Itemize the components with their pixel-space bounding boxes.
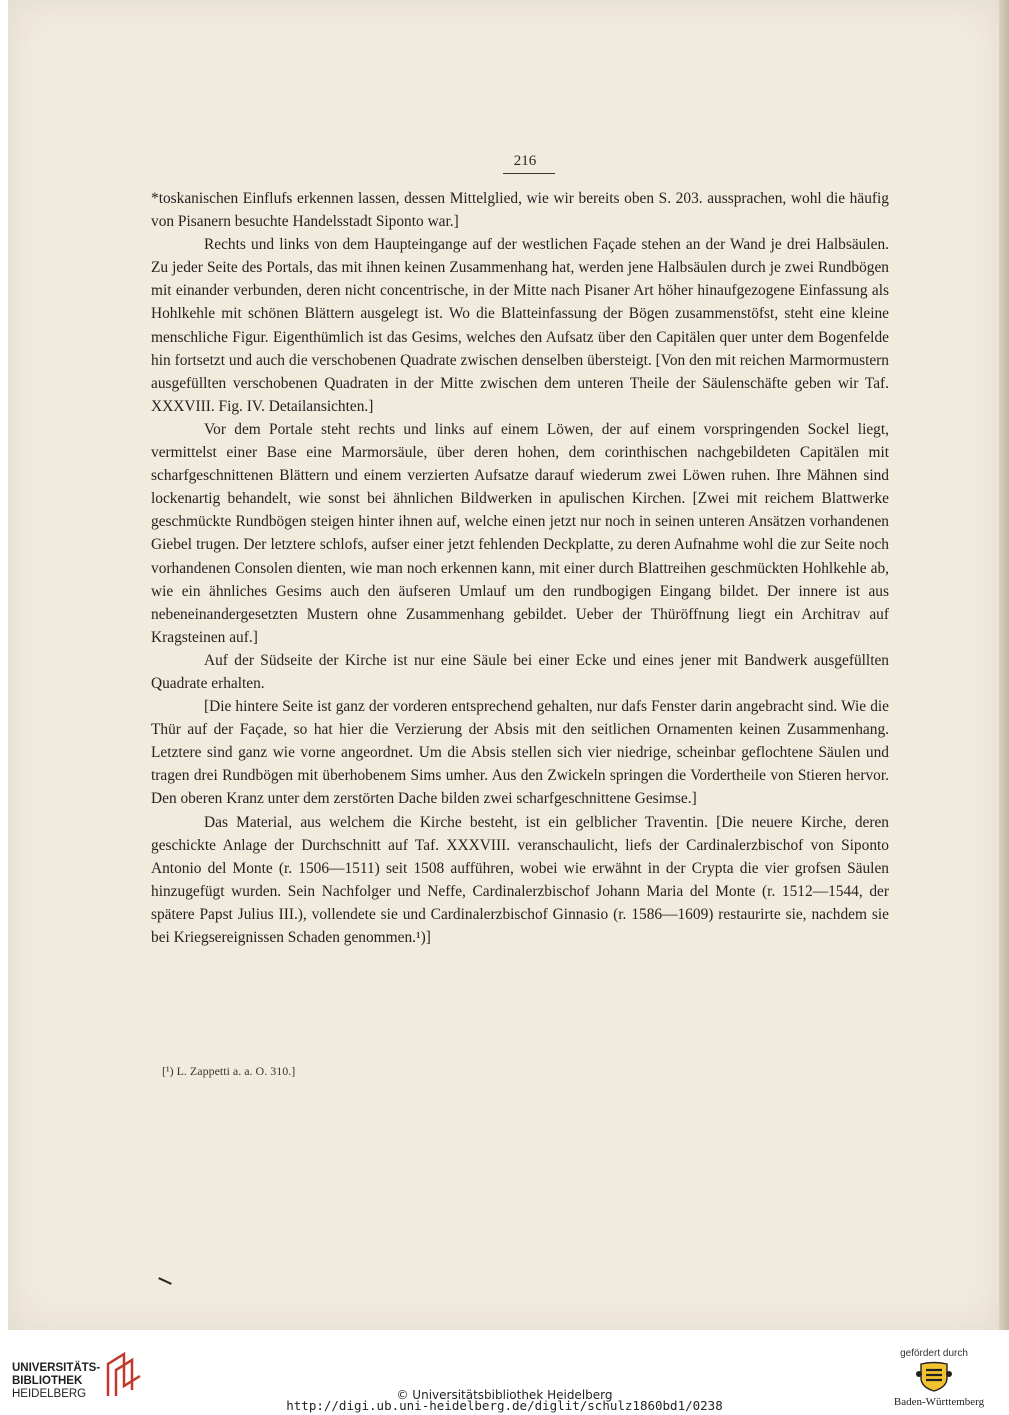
body-text — [151, 187, 889, 949]
paragraph: *toskanischen Einflufs erkennen lassen, dessen Mittelglied, wie wir bereits oben S. 203. aussprachen, wohl die häufig von Pisanern besuchte Handelsstadt Siponto war.] — [151, 190, 889, 231]
baden-wuerttemberg-crest-icon[interactable] — [916, 1360, 952, 1392]
paragraph: Das Material, aus welchem die Kirche besteht, ist ein gelblicher Traventin. [Die neuere Kirche, deren geschickte Anlage der Durchschnitt auf Taf. XXXVIII. veranschaulicht, liefs der Cardinalerzbischof von Siponto Antonio del Monte (r. 1506—1511) seit 1508 aufführen, wobei wie erwähnt in der Crypta die vier grofsen Säulen hinzugefügt wurden. Sein Nachfolger und Neffe, Cardinalerzbischof Johann Maria del Monte (r. 1512—1544, der spätere Papst Julius III.), vollendete sie und Cardinalerzbischof Ginnasio (r. 1586—1609) restaurirte sie, nachdem sie bei Kriegsereignissen Schaden genommen.¹)] — [151, 813, 889, 946]
paragraph: [Die hintere Seite ist ganz der vorderen entsprechend gehalten, nur dafs Fenster darin angebracht sind. Wie die Thür auf der Façade, so hat hier die Verzierung der Absis mit den seitlichen Ornamenten keinen Zusammenhang. Letztere sind ganz wie vorne angeordnet. Um die Absis stellen sich vier niedrige, scheinbar geflochtene Säulen und tragen drei Rundbögen mit überhobenem Sims umher. Aus den Zwickeln springen die Vordertheile von Stieren hervor. Den oberen Kranz unter dem zerstörten Dache bilden zwei scharfgeschnittene Gesimse.] — [151, 698, 889, 808]
library-name-line: UNIVERSITÄTS- — [12, 1362, 101, 1374]
page-number: 216 — [513, 153, 537, 169]
source-url-link[interactable]: http://digi.ub.uni-heidelberg.de/diglit/schulz1860bd1/0238 — [286, 1398, 723, 1413]
footnote: [¹) L. Zappetti a. a. O. 310.] — [162, 1064, 296, 1078]
paragraph: Auf der Südseite der Kirche ist nur eine Säule bei einer Ecke und eines jener mit Bandwerk ausgefüllten Quadrate erhalten. — [151, 651, 889, 692]
paragraph: Rechts und links von dem Haupteingange auf der westlichen Façade stehen an der Wand je drei Halbsäulen. Zu jeder Seite des Portals, das mit ihnen keinen Zusammenhang hat, werden jene Halbsäulen durch je zwei Rundbögen mit einander verbunden, deren nicht concentrische, in der Mitte nach Pisaner Art höher hinaufgezogene Einfassung als Hohlkehle mit schönen Blättern ausgelegt ist. Wo die Blatteinfassung der Bögen zusammenstöfst, steht eine kleine menschliche Figur. Eigenthümlich ist das Gesims, welches den Aufsatz über den Capitälen quer unter dem Bogenfelde hin fortsetzt und auch die verschobenen Quadrate zwischen denselben übersteigt. [Von den mit reichen Marmormustern ausgefüllten verschobenen Quadraten in der Mitte zwischen dem unteren Theile der Säulenschäfte geben wir Taf. XXXVIII. Fig. IV. Detailansichten.] — [151, 236, 889, 415]
page-edge — [999, 0, 1009, 1330]
funded-by-label: gefördert durch — [900, 1348, 968, 1359]
library-name-line: HEIDELBERG — [12, 1388, 87, 1400]
page-number-rule — [503, 173, 555, 174]
paragraph: Vor dem Portale steht rechts und links auf einem Löwen, der auf einem vorspringenden Sockel liegt, vermittelst einer Base eine Marmorsäule, über deren hohen, dem corinthischen nachgebildeten Capitälen mit scharfgeschnittenen Blättern und einem verzierten Aufsatze darauf wiederum zwei Löwen ruhen. Ihre Mähnen sind lockenartig behandelt, wie sonst bei ähnlichen Bildwerken in apulischen Kirchen. [Zwei mit reichem Blattwerke geschmückte Rundbögen steigen hinter ihnen auf, welche einen jetzt nur noch in seinen unteren Ansätzen vorhandenen Giebel trugen. Der letztere schlofs, aufser einer jetzt fehlenden Deckplatte, zu deren Aufnahme wohl die zur Seite noch vorhandenen Consolen dienten, wie man noch erkennen kann, mit einer durch Blattreihen geschmückten Hohlkehle ab, wie ein ähnliches Gesims auch den äufseren Umlauf um den rundbogigen Eingang bildet. Der innere ist aus nebeneinandergesetzten Mustern ohne Zusammenhang gebildet. Ueber der Thüröffnung liegt ein Architrav auf Kragsteinen auf.] — [151, 420, 889, 646]
copyright-notice: © Universitätsbibliothek Heidelberg — [396, 1388, 613, 1402]
library-name-line: BIBLIOTHEK — [12, 1375, 83, 1387]
funder-name: Baden-Württemberg — [893, 1396, 985, 1408]
